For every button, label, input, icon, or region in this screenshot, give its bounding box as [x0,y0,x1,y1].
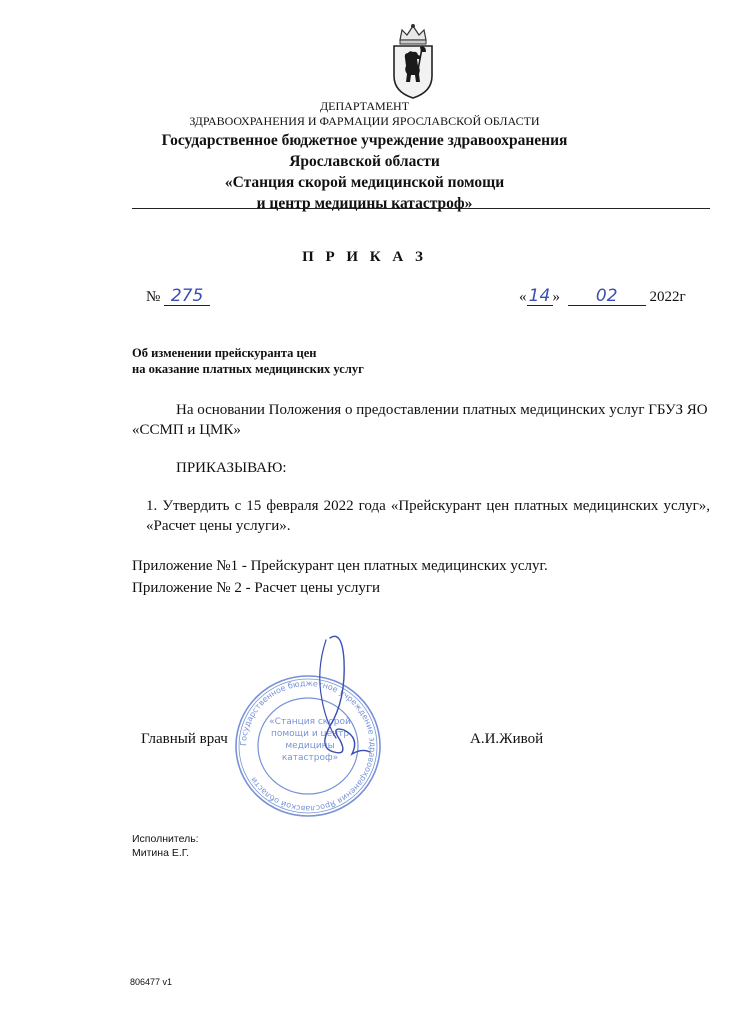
basis-paragraph [132,400,710,440]
order-word: ПРИКАЗЫВАЮ: [176,460,287,476]
header-divider [132,208,710,209]
basis-text: На основании Положения о предоставлении платных медицинских услуг ГБУЗ ЯО «ССМП и ЦМК» [132,402,708,438]
date-year: 2022г [649,289,686,305]
subject-line-2: на оказание платных медицинских услуг [132,362,364,376]
document-id: 806477 v1 [130,977,173,987]
number-prefix: № [146,289,161,305]
executor-name: Митина Е.Г. [132,847,190,859]
handwritten-signature [300,630,380,790]
svg-text:катастроф»: катастроф» [281,753,339,763]
org-line-1: Государственное бюджетное учреждение здравоохранения [161,132,568,149]
signer-name: А.И.Живой [470,731,544,747]
yaroslavl-bear-coat-of-arms-icon [388,22,438,100]
executor-block [132,832,199,860]
svg-text:помощи и центр: помощи и центр [270,729,350,739]
order-subject [132,345,364,377]
document-title: П Р И К А З [302,249,427,265]
date-day: 14 [527,287,553,306]
order-date [519,287,686,306]
date-quote-close: » [552,289,560,305]
org-line-3: «Станция скорой медицинской помощи [224,174,505,191]
date-month: 02 [568,287,646,306]
seal-outer-text: Государственное бюджетное учреждение здравоохранения Ярославской области [238,678,378,814]
department-line-2: ЗДРАВООХРАНЕНИЯ И ФАРМАЦИИ ЯРОСЛАВСКОЙ ОБЛАСТИ [189,114,540,128]
order-item-1: 1. Утвердить с 15 февраля 2022 года «Прейскурант цен платных медицинских услуг», «Расчет цены услуги». [146,498,710,534]
organization-name [0,130,729,214]
appendix-2: Приложение № 2 - Расчет цены услуги [132,580,381,596]
svg-text:«Станция скорой: «Станция скорой [269,717,351,727]
date-quote-open: « [519,289,527,305]
number-value: 275 [164,287,210,306]
org-line-2: Ярославской области [289,153,440,170]
executor-label: Исполнитель: [132,833,199,845]
subject-line-1: Об изменении прейскуранта цен [132,346,317,360]
appendix-1: Приложение №1 - Прейскурант цен платных медицинских услуг. [132,558,548,574]
department-line-1: ДЕПАРТАМЕНТ [319,99,410,113]
svg-text:медицины: медицины [285,741,335,751]
order-number [146,287,210,306]
org-line-4: и центр медицины катастроф» [256,195,473,212]
signer-position: Главный врач [141,731,228,747]
